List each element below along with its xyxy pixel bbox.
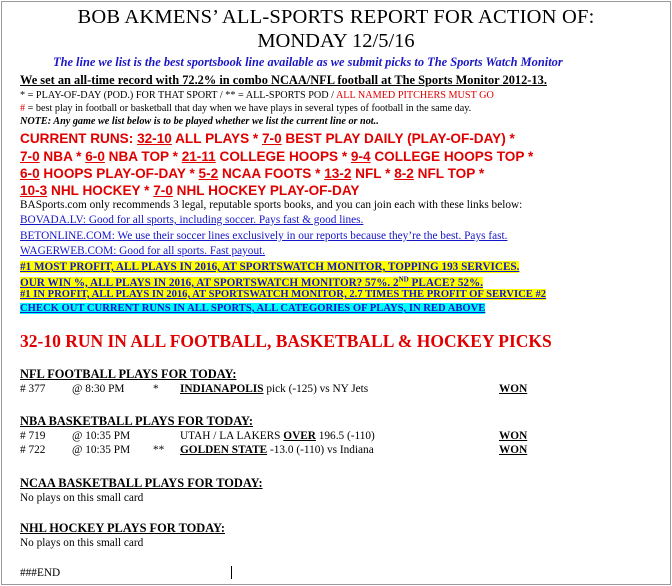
play-result: WON bbox=[499, 383, 528, 395]
promo-win-percentage: OUR WIN %, ALL PLAYS IN 2016, AT SPORTSWATCH MONITOR? 57%. 2ND PLACE? 52%. bbox=[20, 275, 484, 289]
ncaa-no-plays: No plays on this small card bbox=[20, 492, 144, 504]
nfl-play-row bbox=[20, 383, 660, 397]
link-bovada[interactable]: BOVADA.LV: Good for all sports, including soccer. Pays fast & good lines. bbox=[20, 214, 364, 226]
play-time: @ 10:35 PM bbox=[72, 430, 131, 442]
play-result: WON bbox=[499, 430, 528, 442]
current-runs-line-2: 7-0 NBA * 6-0 NBA TOP * 21-11 COLLEGE HOOPS * 9-4 COLLEGE HOOPS TOP * bbox=[20, 149, 534, 164]
promo-most-profit: #1 MOST PROFIT, ALL PLAYS IN 2016, AT SPORTSWATCH MONITOR, TOPPING 193 SERVICES. bbox=[20, 261, 520, 273]
nhl-section-header: NHL HOCKEY PLAYS FOR TODAY: bbox=[20, 521, 225, 535]
link-wagerweb[interactable]: WAGERWEB.COM: Good for all sports. Fast payout. bbox=[20, 245, 266, 257]
text-cursor bbox=[231, 566, 232, 579]
legend-line-2 bbox=[20, 103, 471, 114]
legend-hash-symbol: # bbox=[20, 103, 26, 114]
play-time: @ 8:30 PM bbox=[72, 383, 125, 395]
nba-play-row bbox=[20, 430, 660, 444]
play-result: WON bbox=[499, 444, 528, 456]
play-over: OVER bbox=[283, 430, 316, 442]
legend-pod-text: * = PLAY-OF-DAY (POD.) FOR THAT SPORT / ** = ALL-SPORTS POD / bbox=[20, 90, 336, 101]
play-stars: * bbox=[153, 383, 159, 395]
play-number: # 377 bbox=[20, 383, 46, 395]
report-title-line1: BOB AKMENS’ ALL-SPORTS REPORT FOR ACTION OF: bbox=[77, 6, 595, 28]
legend-line-1 bbox=[20, 90, 494, 101]
current-runs-line-4: 10-3 NHL HOCKEY * 7-0 NHL HOCKEY PLAY-OF-DAY bbox=[20, 183, 360, 198]
play-team: GOLDEN STATE bbox=[180, 444, 268, 456]
legend-note: NOTE: Any game we list below is to be played whether we list the current line or not.. bbox=[20, 116, 379, 127]
play-pick: UTAH / LA LAKERS OVER 196.5 (-110) bbox=[180, 430, 375, 442]
legend-pitchers-warning: ALL NAMED PITCHERS MUST GO bbox=[335, 90, 494, 101]
play-pick: INDIANAPOLIS pick (-125) vs NY Jets bbox=[180, 383, 369, 395]
play-pick: GOLDEN STATE -13.0 (-110) vs Indiana bbox=[180, 444, 374, 456]
play-team: INDIANAPOLIS bbox=[180, 383, 264, 395]
ncaa-section-header: NCAA BASKETBALL PLAYS FOR TODAY: bbox=[20, 476, 263, 490]
nba-section-header: NBA BASKETBALL PLAYS FOR TODAY: bbox=[20, 414, 253, 428]
play-number: # 722 bbox=[20, 444, 46, 456]
current-runs-line-3: 6-0 HOOPS PLAY-OF-DAY * 5-2 NCAA FOOTS * 13-2 NFL * 8-2 NFL TOP * bbox=[20, 166, 485, 181]
promo-check-runs: CHECK OUT CURRENT RUNS IN ALL SPORTS, ALL CATEGORIES OF PLAYS, IN RED ABOVE bbox=[20, 303, 486, 314]
record-statement: We set an all-time record with 72.2% in combo NCAA/NFL football at The Sports Monitor 2012-13. bbox=[20, 73, 547, 87]
nba-play-row bbox=[20, 444, 660, 458]
link-betonline[interactable]: BETONLINE.COM: We use their soccer lines exclusively in our reports because they’re the best. Pays fast. bbox=[20, 230, 508, 242]
end-marker: ###END bbox=[20, 567, 61, 579]
books-intro: BASports.com only recommends 3 legal, reputable sports books, and you can join each with these links below: bbox=[20, 199, 523, 211]
play-number: # 719 bbox=[20, 430, 46, 442]
current-runs-line-1: CURRENT RUNS: 32-10 ALL PLAYS * 7-0 BEST PLAY DAILY (PLAY-OF-DAY) * bbox=[20, 131, 515, 146]
report-title-line2: MONDAY 12/5/16 bbox=[257, 30, 415, 52]
play-stars: ** bbox=[153, 444, 165, 456]
nhl-no-plays: No plays on this small card bbox=[20, 537, 144, 549]
promo-profit-ratio: #1 IN PROFIT, ALL PLAYS IN 2016, AT SPORTSWATCH MONITOR, 2.7 TIMES THE PROFIT OF SERVICE #2 bbox=[20, 289, 547, 300]
nfl-section-header: NFL FOOTBALL PLAYS FOR TODAY: bbox=[20, 367, 237, 381]
tagline: The line we list is the best sportsbook line available as we submit picks to The Sports Watch Monitor bbox=[53, 55, 563, 69]
legend-hash-text: = best play in football or basketball that day when we have plays in several types of football in the same day. bbox=[25, 103, 472, 114]
headline-run: 32-10 RUN IN ALL FOOTBALL, BASKETBALL & HOCKEY PICKS bbox=[20, 331, 552, 351]
play-time: @ 10:35 PM bbox=[72, 444, 131, 456]
